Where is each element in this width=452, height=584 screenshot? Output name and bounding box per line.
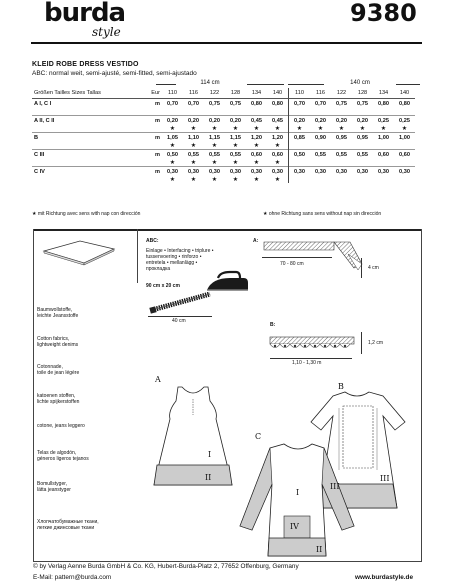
row-label: A I, C I <box>34 100 52 107</box>
value-cell: 0,95 <box>331 133 352 143</box>
brand-logo: burda <box>44 0 126 28</box>
value-cell: 0,60 <box>373 150 394 160</box>
trim-a-label: A: <box>253 238 259 244</box>
illustration-box-right-line <box>421 229 422 561</box>
star-icon: ★ <box>211 142 218 149</box>
view-b-fabric-iii: III <box>380 474 390 483</box>
star-icon: ★ <box>232 176 239 183</box>
value-cell: 0,75 <box>336 100 347 107</box>
view-c-dress-illustration <box>238 440 358 560</box>
nap-with-text: mit Richtung avec sens with nap con dirección <box>37 211 141 217</box>
width-140-line <box>396 84 420 85</box>
value-cell: 0,80 <box>378 100 389 107</box>
value-cell: 0,30 <box>225 167 246 177</box>
view-c-fabric-iv: IV <box>290 522 299 531</box>
value-cell: 0,80 <box>272 100 283 107</box>
value-cell: 0,30 <box>289 167 311 177</box>
view-a-dress-illustration <box>148 385 238 497</box>
value-cell: 0,55 <box>310 150 331 160</box>
yardage-table <box>32 88 415 183</box>
value-cell: 0,30 <box>331 167 352 177</box>
star-icon: ★ <box>317 125 324 132</box>
value-cell: 0,30 <box>183 167 204 177</box>
row-label: C III <box>32 150 140 160</box>
trim-a-width-line <box>361 258 362 278</box>
value-cell: 1,20 <box>267 133 289 143</box>
copyright-text: © by Verlag Aenne Burda GmbH & Co. KG, Hubert-Burda-Platz 2, 77652 Offenburg, Germany <box>33 563 299 570</box>
nap-without-text: ohne Richtung sans sens without nap sin dirección <box>268 211 382 217</box>
width-140-label: 140 cm <box>350 80 370 86</box>
trim-a-width: 4 cm <box>368 265 379 271</box>
footer-rule <box>33 561 422 562</box>
row-unit: m <box>140 116 162 126</box>
star-icon: ★ <box>253 142 260 149</box>
value-cell: 0,30 <box>310 167 331 177</box>
value-cell: 0,80 <box>399 100 410 107</box>
value-cell: 0,75 <box>357 100 368 107</box>
row-unit: m <box>155 100 160 107</box>
star-icon: ★ <box>380 125 387 132</box>
star-icon: ★ <box>274 142 281 149</box>
trim-b-length-line <box>270 358 352 359</box>
view-a-label: A <box>155 375 161 384</box>
value-cell: 0,20 <box>162 116 183 126</box>
value-cell: 0,25 <box>373 116 394 126</box>
star-icon: ★ <box>190 142 197 149</box>
value-cell: 1,00 <box>373 133 394 143</box>
star-icon: ★ <box>263 211 268 217</box>
size-cell: 122 <box>204 88 225 99</box>
star-icon: ★ <box>401 125 408 132</box>
trim-a-length-line <box>262 257 332 258</box>
notions-abc-label: ABC: <box>146 238 159 244</box>
value-cell: 1,15 <box>204 133 225 143</box>
size-cell: 116 <box>183 88 204 99</box>
size-label: Größen Tailles Sizes Tallas <box>32 88 140 99</box>
fabric-text-de: Baumwollstoffe, leichte Jeansstoffe <box>37 307 79 319</box>
contact-email[interactable]: E-Mail: pattern@burda.com <box>33 574 112 581</box>
fabric-swatch-icon <box>40 237 120 267</box>
view-b-label: B <box>338 382 344 391</box>
value-cell: 0,90 <box>310 133 331 143</box>
value-cell: 1,05 <box>162 133 183 143</box>
interfacing-size: 90 cm x 20 cm <box>146 283 180 289</box>
star-icon: ★ <box>253 125 260 132</box>
value-cell: 0,70 <box>167 100 178 107</box>
table-row <box>32 116 415 126</box>
zip-length: 40 cm <box>172 318 186 324</box>
value-cell: 0,20 <box>289 116 311 126</box>
star-icon: ★ <box>232 125 239 132</box>
star-icon: ★ <box>169 159 176 166</box>
value-cell: 0,30 <box>373 167 394 177</box>
star-icon: ★ <box>190 159 197 166</box>
table-header-row <box>32 88 415 99</box>
size-cell: 128 <box>225 88 246 99</box>
size-cell: 122 <box>331 88 352 99</box>
value-cell: 0,55 <box>331 150 352 160</box>
value-cell: 0,30 <box>352 167 373 177</box>
value-cell: 1,00 <box>394 133 415 143</box>
fabric-column-divider <box>137 229 138 283</box>
value-cell: 0,75 <box>230 100 241 107</box>
view-c-fabric-i: I <box>296 488 300 497</box>
star-icon: ★ <box>359 125 366 132</box>
trim-b-width: 1,2 cm <box>368 340 384 346</box>
value-cell: 0,50 <box>162 150 183 160</box>
value-cell: 0,25 <box>394 116 415 126</box>
fabric-text-sv: Bomullstyger, lätta jeanstyger <box>37 481 71 493</box>
brand-logo-sub: style <box>92 25 121 39</box>
value-cell: 0,55 <box>225 150 246 160</box>
value-cell: 0,20 <box>183 116 204 126</box>
width-114-label: 114 cm <box>200 80 220 86</box>
fabric-text-fr: Cotonnade, toile de jean légère <box>37 364 80 376</box>
value-cell: 0,45 <box>246 116 267 126</box>
pattern-number: 9380 <box>350 0 417 27</box>
value-cell: 0,20 <box>204 116 225 126</box>
value-cell: 0,45 <box>267 116 289 126</box>
value-cell: 0,30 <box>246 167 267 177</box>
view-a-fabric-ii: II <box>205 473 212 482</box>
value-cell: 0,20 <box>331 116 352 126</box>
value-cell: 1,10 <box>183 133 204 143</box>
fabric-text-es: Telas de algodón, géneros ligeros tejanos <box>37 450 89 462</box>
zip-length-line <box>148 316 212 317</box>
view-c-fabric-ii: II <box>316 545 323 554</box>
star-icon: ★ <box>232 142 239 149</box>
star-icon: ★ <box>190 176 197 183</box>
fabric-text-nl: katoenen stoffen, lichte spijkerstoffen <box>37 393 80 405</box>
trim-a-length: 70 - 80 cm <box>280 261 304 267</box>
star-icon: ★ <box>274 159 281 166</box>
garment-title: KLEID ROBE DRESS VESTIDO <box>32 61 139 68</box>
size-cell: 116 <box>310 88 331 99</box>
value-cell: 0,80 <box>251 100 262 107</box>
value-cell: 0,20 <box>352 116 373 126</box>
star-icon: ★ <box>211 159 218 166</box>
value-cell: 0,70 <box>315 100 326 107</box>
value-cell: 1,15 <box>225 133 246 143</box>
star-icon: ★ <box>190 125 197 132</box>
table-row <box>32 99 415 109</box>
star-icon: ★ <box>169 142 176 149</box>
garment-fit: ABC: normal weit, semi-ajusté, semi-fitted, semi-ajustado <box>32 70 197 77</box>
value-cell: 0,70 <box>188 100 199 107</box>
nap-with-legend <box>32 211 140 217</box>
value-cell: 0,30 <box>394 167 415 177</box>
header-rule <box>31 42 422 44</box>
star-icon: ★ <box>253 176 260 183</box>
zipper-icon <box>148 290 216 316</box>
nap-star-row <box>32 176 415 183</box>
website-link[interactable]: www.burdastyle.de <box>355 574 414 581</box>
trim-a-diagram <box>262 240 372 285</box>
size-cell: 128 <box>352 88 373 99</box>
size-cell: 134 <box>373 88 394 99</box>
star-icon: ★ <box>338 125 345 132</box>
nap-without-legend <box>263 211 381 217</box>
trim-b-label: B: <box>270 322 276 328</box>
size-cell: 140 <box>394 88 415 99</box>
value-cell: 0,95 <box>352 133 373 143</box>
table-row <box>32 133 415 143</box>
table-row <box>32 150 415 160</box>
value-cell: 0,50 <box>289 150 311 160</box>
star-icon: ★ <box>289 125 311 133</box>
star-icon: ★ <box>274 125 281 132</box>
value-cell: 0,60 <box>267 150 289 160</box>
trim-b-width-line <box>361 332 362 354</box>
row-unit: m <box>140 133 162 143</box>
value-cell: 0,60 <box>246 150 267 160</box>
value-cell: 0,60 <box>394 150 415 160</box>
nap-star-row <box>32 159 415 167</box>
size-cell: 134 <box>246 88 267 99</box>
view-c-fabric-iii: III <box>330 482 340 491</box>
table-row <box>32 167 415 177</box>
fabric-text-en: Cotton fabrics, lightweight denims <box>37 336 79 348</box>
value-cell: 0,55 <box>204 150 225 160</box>
star-icon: ★ <box>274 176 281 183</box>
fabric-text-ru: Хлопчатобумажные ткани, легкие джинсовые ткани <box>37 519 99 531</box>
value-cell: 0,75 <box>209 100 220 107</box>
star-icon: ★ <box>169 176 176 183</box>
view-a-fabric-i: I <box>208 450 212 459</box>
trim-b-length: 1,10 - 1,30 m <box>292 360 322 366</box>
size-cell: 110 <box>289 88 311 99</box>
row-unit: m <box>140 167 162 177</box>
value-cell: 0,55 <box>352 150 373 160</box>
interfacing-text: Einlage • Interfacing • triplure • tussenvoering • rinforzo • entretela • mellanlägg • прокладка <box>146 248 214 272</box>
table-row-spacer <box>32 108 415 116</box>
value-cell: 0,20 <box>310 116 331 126</box>
row-unit: m <box>140 150 162 160</box>
value-cell: 0,55 <box>183 150 204 160</box>
value-cell: 1,20 <box>246 133 267 143</box>
row-label: B <box>32 133 140 143</box>
eur-label: Eur <box>140 88 162 99</box>
nap-star-row <box>32 125 415 133</box>
width-140-line <box>288 84 324 85</box>
illustration-box-left-line <box>33 229 34 561</box>
row-label: A II, C II <box>32 116 140 126</box>
star-icon: ★ <box>169 125 176 132</box>
value-cell: 0,20 <box>225 116 246 126</box>
star-icon: ★ <box>253 159 260 166</box>
value-cell: 0,70 <box>289 99 311 109</box>
fabric-text-it: cotone, jeans leggero <box>37 423 85 429</box>
size-cell: 110 <box>162 88 183 99</box>
row-label: C IV <box>32 167 140 177</box>
width-114-line <box>156 84 176 85</box>
view-c-label: C <box>255 432 262 441</box>
size-cell: 140 <box>267 88 289 99</box>
value-cell: 0,30 <box>204 167 225 177</box>
value-cell: 0,30 <box>162 167 183 177</box>
nap-star-row <box>32 142 415 150</box>
star-icon: ★ <box>32 211 37 217</box>
star-icon: ★ <box>211 176 218 183</box>
value-cell: 0,85 <box>289 133 311 143</box>
width-114-line <box>247 84 284 85</box>
illustration-box-top-line <box>33 229 422 231</box>
star-icon: ★ <box>232 159 239 166</box>
trim-b-scallop-diagram <box>268 333 358 357</box>
star-icon: ★ <box>211 125 218 132</box>
value-cell: 0,30 <box>267 167 289 177</box>
